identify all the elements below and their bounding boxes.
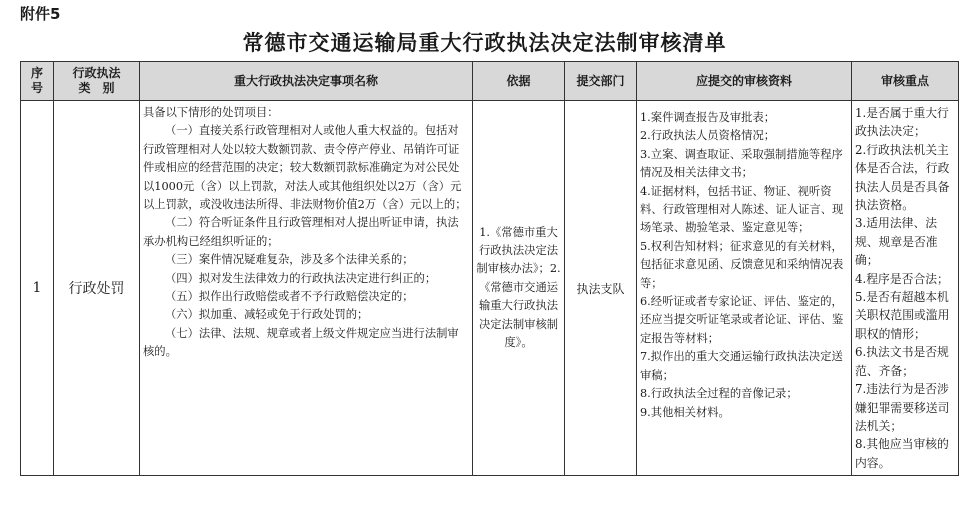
review-item-4: 4.程序是否合法；	[855, 271, 949, 286]
matter-item-5: （五）拟作出行政赔偿或者不予行政赔偿决定的；	[165, 290, 414, 304]
header-seq-line2: 号	[30, 81, 43, 95]
header-dept: 提交部门	[565, 62, 637, 101]
matter-item-7: （七）法律、法规、规章或者上级文件规定应当进行法制审核的。	[143, 326, 459, 359]
matter-intro: 具备以下情形的处罚项目：	[143, 106, 279, 119]
cell-review	[852, 101, 959, 476]
cell-basis: 1.《常德市重大行政执法决定法制审核办法》；2.《常德市交通运输重大行政执法决定法制审核制度》。	[473, 101, 565, 476]
header-materials: 应提交的审核资料	[637, 62, 852, 101]
review-item-2: 2.行政执法机关主体是否合法，行政执法人员是否具备执法资格。	[855, 142, 950, 213]
header-category-line1: 行政执法	[72, 66, 121, 80]
material-item-1: 1.案件调查报告及审批表；	[640, 111, 776, 124]
table-header-row	[21, 62, 959, 101]
review-item-3: 3.适用法律、法规、规章是否准确；	[855, 216, 938, 268]
header-category	[54, 62, 140, 101]
review-item-7: 7.违法行为是否涉嫌犯罪需要移送司法机关；	[855, 382, 950, 433]
material-item-3: 3.立案、调查取证、采取强制措施等程序情况及相关法律文书；	[640, 147, 843, 180]
material-item-2: 2.行政执法人员资格情况；	[640, 129, 776, 143]
material-item-9: 9.其他相关材料。	[640, 405, 730, 419]
cell-category: 行政处罚	[54, 101, 140, 476]
review-item-6: 6.执法文书是否规范、齐备；	[855, 345, 949, 378]
cell-seq: 1	[21, 101, 54, 476]
header-category-line2: 类 别	[78, 81, 115, 95]
review-item-1: 1.是否属于重大行政执法决定；	[855, 106, 949, 139]
review-item-8: 8.其他应当审核的内容。	[855, 437, 949, 470]
matter-item-1: （一）直接关系行政管理相对人或他人重大权益的。包括对行政管理相对人处以较大数额罚款、责令停产停业、吊销许可证件或相应的经营范围的决定；较大数额罚款标准确定为对公民处以1000元（含）以上罚款，对法人或其他组织处以2万（含）元以上罚款，或没收违法所得、非法财物价值2万（含）元以上的；	[143, 124, 467, 212]
review-item-5: 5.是否有超越本机关职权范围或滥用职权的情形；	[855, 290, 950, 341]
attachment-label: 附件5	[20, 5, 61, 23]
matter-item-2: （二）符合听证条件且行政管理相对人提出听证申请，执法承办机构已经组织听证的；	[143, 216, 459, 248]
matter-item-6: （六）拟加重、减轻或免于行政处罚的；	[165, 308, 369, 322]
matter-item-3: （三）案件情况疑难复杂，涉及多个法律关系的；	[165, 253, 414, 267]
header-review: 审核重点	[852, 62, 959, 101]
material-item-6: 6.经听证或者专家论证、评估、鉴定的，还应当提交听证笔录或者论证、评估、鉴定报告等材料；	[640, 295, 844, 345]
material-item-8: 8.行政执法全过程的音像记录；	[640, 387, 798, 401]
header-seq-line1: 序	[30, 66, 43, 80]
document-title: 常德市交通运输局重大行政执法决定法制审核清单	[242, 30, 727, 55]
matter-item-4: （四）拟对发生法律效力的行政执法决定进行纠正的；	[165, 271, 437, 285]
cell-materials	[637, 101, 852, 476]
material-item-4: 4.证据材料，包括书证、物证、视听资料、行政管理相对人陈述、证人证言、现场笔录、勘验笔录、鉴定意见等；	[640, 184, 844, 235]
review-table	[20, 61, 959, 476]
material-item-7: 7.拟作出的重大交通运输行政执法决定送审稿；	[640, 350, 843, 382]
table-row	[21, 101, 959, 476]
header-matter: 重大行政执法决定事项名称	[140, 62, 473, 101]
header-seq	[21, 62, 54, 101]
cell-dept: 执法支队	[565, 101, 637, 476]
cell-matter	[140, 101, 473, 476]
material-item-5: 5.权利告知材料；征求意见的有关材料，包括征求意见函、反馈意见和采纳情况表等；	[640, 239, 844, 290]
header-basis: 依据	[473, 62, 565, 101]
